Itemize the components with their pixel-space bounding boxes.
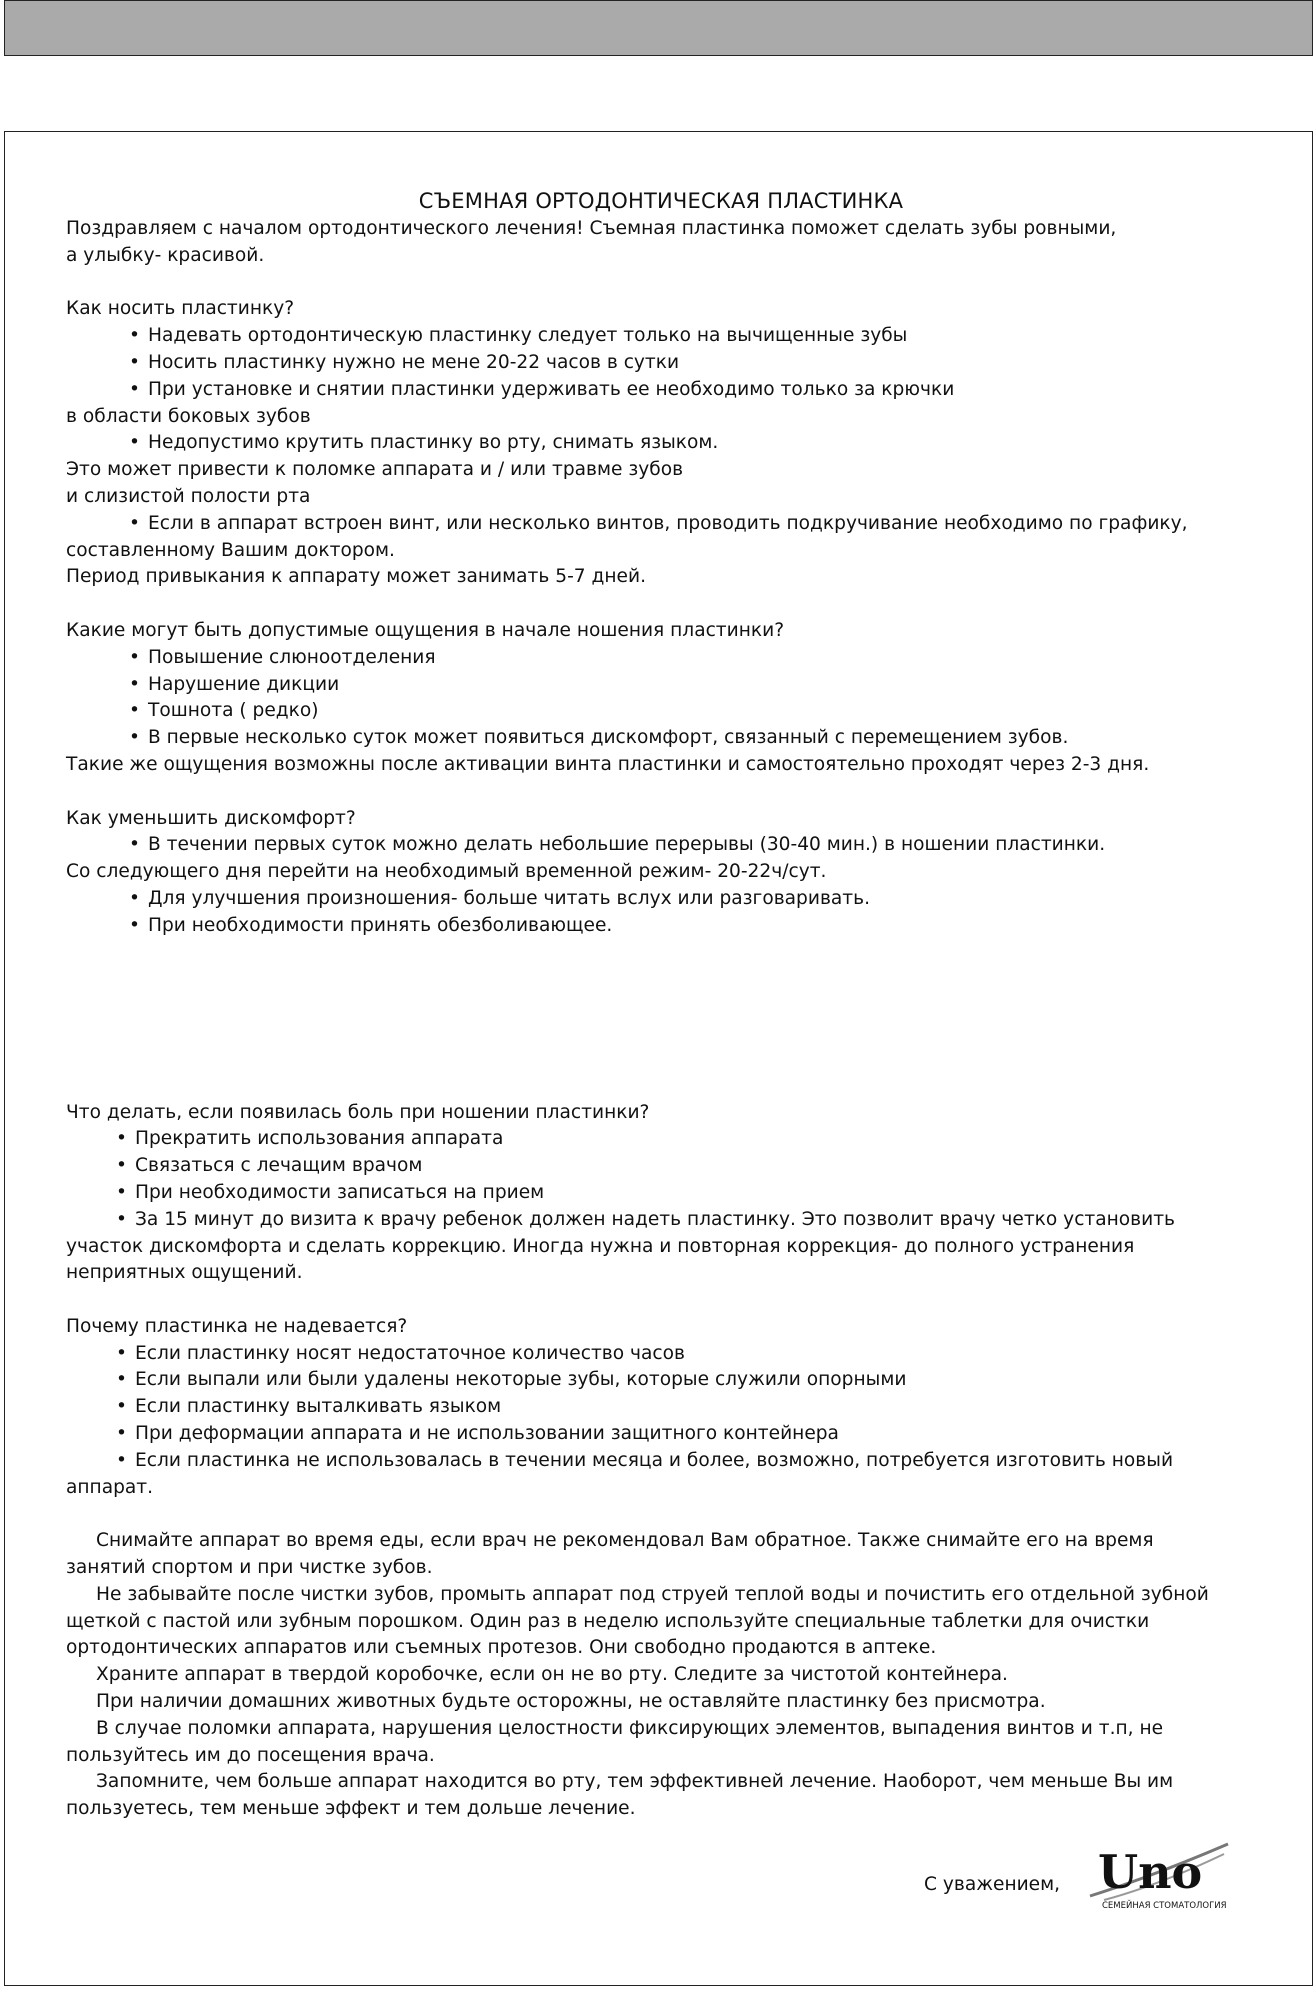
section-heading-fit: Почему пластинка не надевается? — [66, 1315, 408, 1337]
list-item: • Тошнота ( редко) — [66, 698, 1256, 725]
advice-line: пользуетесь, тем меньше эффект и тем дольше лечение. — [66, 1798, 636, 1820]
list-item: • При необходимости принять обезболивающее. — [66, 913, 1256, 940]
list-item: • За 15 минут до визита к врачу ребенок должен надеть пластинку. Это позволит врачу четко установить — [66, 1207, 1256, 1234]
advice-line: В случае поломки аппарата, нарушения целостности фиксирующих элементов, выпадения винтов и т.п, не — [96, 1717, 1164, 1739]
text-line: и слизистой полости рта — [66, 485, 311, 507]
list-item: • При установке и снятии пластинки удерживать ее необходимо только за крючки — [66, 377, 1256, 404]
advice-line: пользуйтесь им до посещения врача. — [66, 1744, 435, 1766]
advice-line: Снимайте аппарат во время еды, если врач не рекомендовал Вам обратное. Также снимайте его на время — [96, 1530, 1154, 1552]
logo-tagline: СЕМЕЙНАЯ СТОМАТОЛОГИЯ — [1102, 1901, 1227, 1911]
text-line: участок дискомфорта и сделать коррекцию. Иногда нужна и повторная коррекция- до полного устранения — [66, 1235, 1135, 1257]
list-item: • Прекратить использования аппарата — [66, 1126, 1256, 1153]
list-item: • Если выпали или были удалены некоторые зубы, которые служили опорными — [66, 1367, 1256, 1394]
text-line: неприятных ощущений. — [66, 1262, 303, 1284]
logo-name: Uno — [1098, 1845, 1203, 1899]
text-line: Это может привести к поломке аппарата и / или травме зубов — [66, 459, 684, 481]
list-item: • Если пластинку выталкивать языком — [66, 1394, 1256, 1421]
advice-line: Запомните, чем больше аппарат находится во рту, тем эффективней лечение. Наоборот, чем меньше Вы им — [96, 1771, 1174, 1793]
text-line: составленному Вашим доктором. — [66, 539, 395, 561]
list-item: • Носить пластинку нужно не мене 20-22 часов в сутки — [66, 350, 1256, 377]
top-gray-bar — [4, 0, 1313, 56]
list-item: • В течении первых суток можно делать небольшие перерывы (30-40 мин.) в ношении пластинки. — [66, 832, 1256, 859]
signature-text: С уважением, — [924, 1874, 1061, 1895]
list-item: • Если в аппарат встроен винт, или несколько винтов, проводить подкручивание необходимо по графику, — [66, 511, 1256, 538]
list-item: • Для улучшения произношения- больше читать вслух или разговаривать. — [66, 886, 1256, 913]
document-title: СЪЕМНАЯ ОРТОДОНТИЧЕСКАЯ ПЛАСТИНКА — [418, 189, 904, 213]
text-line: Со следующего дня перейти на необходимый временной режим- 20-22ч/сут. — [66, 861, 827, 883]
list-item: • Если пластинку носят недостаточное количество часов — [66, 1341, 1256, 1368]
advice-line: ортодонтических аппаратов или съемных протезов. Они свободно продаются в аптеке. — [66, 1637, 937, 1659]
list-item: • При необходимости записаться на прием — [66, 1180, 1256, 1207]
advice-line: При наличии домашних животных будьте осторожны, не оставляйте пластинку без присмотра. — [96, 1691, 1046, 1713]
section-heading-discomfort: Как уменьшить дискомфорт? — [66, 807, 356, 829]
intro-line: а улыбку- красивой. — [66, 244, 265, 266]
list-item: • Повышение слюноотделения — [66, 645, 1256, 672]
section-heading-sensations: Какие могут быть допустимые ощущения в начале ношения пластинки? — [66, 619, 785, 641]
uno-logo — [1082, 1838, 1232, 1914]
list-item: • Недопустимо крутить пластинку во рту, снимать языком. — [66, 430, 1256, 457]
list-item: • При деформации аппарата и не использовании защитного контейнера — [66, 1421, 1256, 1448]
list-item: • В первые несколько суток может появиться дискомфорт, связанный с перемещением зубов. — [66, 725, 1256, 752]
section-heading-pain: Что делать, если появилась боль при ношении пластинки? — [66, 1101, 650, 1123]
list-item: • Если пластинка не использовалась в течении месяца и более, возможно, потребуется изготовить новый — [66, 1448, 1256, 1475]
intro-line: Поздравляем с началом ортодонтического лечения! Съемная пластинка поможет сделать зубы ровными, — [66, 218, 1117, 239]
advice-line: щеткой с пастой или зубным порошком. Один раз в неделю используйте специальные таблетки для очистки — [66, 1610, 1150, 1632]
text-line: Период привыкания к аппарату может занимать 5-7 дней. — [66, 566, 646, 588]
advice-line: Храните аппарат в твердой коробочке, если он не во рту. Следите за чистотой контейнера. — [96, 1664, 1008, 1686]
section-heading-wear: Как носить пластинку? — [66, 298, 295, 320]
text-line: в области боковых зубов — [66, 405, 311, 427]
text-line: Такие же ощущения возможны после активации винта пластинки и самостоятельно проходят через 2-3 дня. — [66, 753, 1150, 775]
text-line: аппарат. — [66, 1476, 154, 1498]
document-body — [66, 186, 1256, 1823]
list-item: • Связаться с лечащим врачом — [66, 1153, 1256, 1180]
list-item: • Надевать ортодонтическую пластинку следует только на вычищенные зубы — [66, 323, 1256, 350]
advice-line: занятий спортом и при чистке зубов. — [66, 1557, 433, 1579]
advice-line: Не забывайте после чистки зубов, промыть аппарат под струей теплой воды и почистить его отдельной зубной — [96, 1583, 1209, 1605]
list-item: • Нарушение дикции — [66, 672, 1256, 699]
